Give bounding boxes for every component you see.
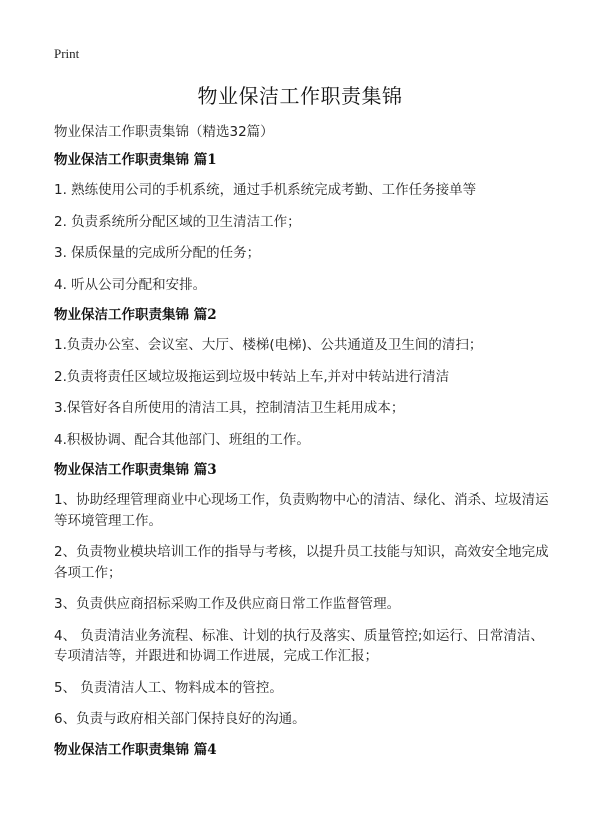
section-heading-4: 物业保洁工作职责集锦 篇4: [54, 741, 217, 758]
section-3-item-3: 3、负责供应商招标采购工作及供应商日常工作监督管理。: [54, 596, 401, 612]
section-3-item-1: 1、协助经理管理商业中心现场工作，负责购物中心的清洁、绿化、消杀、垃圾清运等环境管理工作。: [54, 492, 549, 529]
section-3-item-2: 2、负责物业模块培训工作的指导与考核，以提升员工技能与知识，高效安全地完成各项工作；: [54, 544, 549, 581]
section-heading-1: 物业保洁工作职责集锦 篇1: [54, 152, 217, 168]
section-2-item-3: 3.保管好各自所使用的清洁工具，控制清洁卫生耗用成本；: [54, 400, 405, 416]
section-1-item-1: 1. 熟练使用公司的手机系统，通过手机系统完成考勤、工作任务接单等: [54, 182, 477, 198]
section-3-item-6: 6、负责与政府相关部门保持良好的沟通。: [54, 711, 306, 727]
section-1-item-4: 4. 听从公司分配和安排。: [54, 276, 207, 293]
section-3-item-5: 5、 负责清洁人工、物料成本的管控。: [54, 679, 283, 696]
document-body: [54, 150, 554, 760]
section-heading-2: 物业保洁工作职责集锦 篇2: [54, 307, 217, 323]
section-heading-3: 物业保洁工作职责集锦 篇3: [54, 462, 217, 478]
section-1-item-3: 3. 保质保量的完成所分配的任务；: [54, 245, 261, 261]
document-subtitle: 物业保洁工作职责集锦（精选32篇）: [54, 124, 274, 140]
section-2-item-1: 1.负责办公室、会议室、大厅、楼梯(电梯)、公共通道及卫生间的清扫；: [54, 337, 483, 353]
section-2-item-2: 2.负责将责任区域垃圾拖运到垃圾中转站上车,并对中转站进行清洁: [54, 368, 450, 385]
section-1-item-2: 2. 负责系统所分配区域的卫生清洁工作；: [54, 213, 301, 230]
document-title: 物业保洁工作职责集锦: [197, 84, 403, 108]
print-label: Print: [54, 46, 80, 61]
section-3-item-4: 4、 负责清洁业务流程、标准、计划的执行及落实、质量管控;如运行、日常清洁、专项清洁等，并跟进和协调工作进展，完成工作汇报；: [54, 627, 544, 664]
section-2-item-4: 4.积极协调、配合其他部门、班组的工作。: [54, 431, 310, 448]
